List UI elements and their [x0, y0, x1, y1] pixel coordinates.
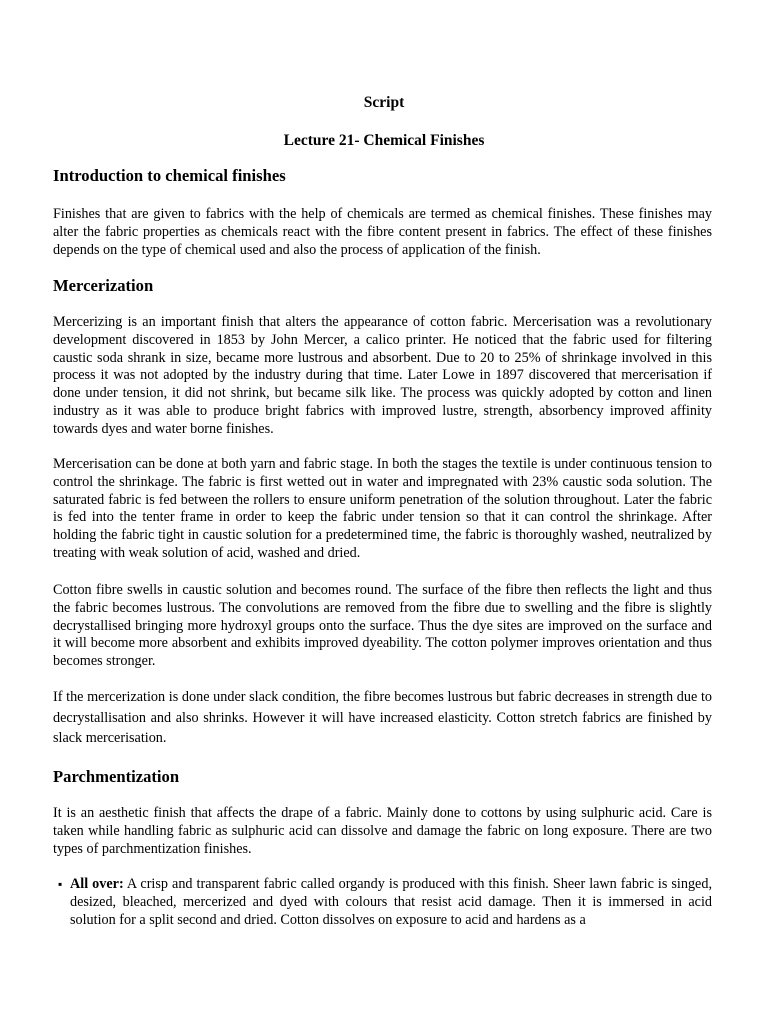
parchmentization-heading: Parchmentization [53, 767, 180, 786]
mercerization-heading: Mercerization [53, 276, 154, 295]
document-title: Script [363, 94, 405, 111]
mercerization-paragraph-3: Cotton fibre swells in caustic solution and becomes round. The surface of the fibre then reflects the light and thus the fabric becomes lustrous. The convolutions are removed from the fibre due to swelling and the fibre is slightly decrystallised bringing more hydroxyl groups onto the surface. Thus the dye sites are improved on the surface and it will become more absorbent and exhibits improved dyeability. The cotton polymer improves orientation and thus becomes stronger. [53, 582, 712, 670]
mercerization-paragraph-2: Mercerisation can be done at both yarn and fabric stage. In both the stages the textile is under continuous tension to control the shrinkage. The fabric is first wetted out in water and impregnated with 23% caustic soda solution. The saturated fabric is fed between the rollers to ensure uniform penetration of the solution throughout. Later the fabric is fed into the tenter frame in order to keep the fabric under tension so that it can control the shrinkage. After holding the fabric tight in caustic solution for a predetermined time, the fabric is thoroughly washed, neutralized by treating with weak solution of acid, washed and dried. [53, 456, 712, 561]
bullet-text: A crisp and transparent fabric called organdy is produced with this finish. Sheer lawn fabric is singed, desized, bleached, mercerized and dyed with colours that resist acid damage. Then it is immersed in acid solution for a split second and dried. Cotton dissolves on exposure to acid and hardens as a [70, 876, 712, 928]
lecture-title: Lecture 21- Chemical Finishes [283, 132, 485, 149]
intro-heading: Introduction to chemical finishes [53, 166, 286, 185]
parchmentization-paragraph: It is an aesthetic finish that affects the drape of a fabric. Mainly done to cottons by using sulphuric acid. Care is taken while handling fabric as sulphuric acid can dissolve and damage the fabric on long exposure. There are two types of parchmentization finishes. [53, 805, 712, 857]
square-bullet-icon: ▪ [58, 877, 63, 891]
parchmentization-types-list [53, 876, 712, 929]
intro-paragraph: Finishes that are given to fabrics with the help of chemicals are termed as chemical finishes. These finishes may alter the fabric properties as chemicals react with the fibre content present in fabrics. The effect of these finishes depends on the type of chemical used and also the process of application of the finish. [53, 206, 712, 258]
mercerization-paragraph-1: Mercerizing is an important finish that alters the appearance of cotton fabric. Mercerisation was a revolutionary development discovered in 1853 by John Mercer, a calico printer. He noticed that the fabric used for filtering caustic soda shrank in size, became more lustrous and absorbent. Due to 20 to 25% of shrinkage involved in this process it was not adopted by the industry during that time. Later Lowe in 1897 discovered that mercerisation if done under tension, it did not shrink, but became silk like. The process was quickly adopted by cotton and linen industry as it was able to produce bright fabrics with improved lustre, strength, absorbency improved affinity towards dyes and water borne finishes. [53, 314, 712, 437]
mercerization-paragraph-4: If the mercerization is done under slack condition, the fibre becomes lustrous but fabric decreases in strength due to decrystallisation and also shrinks. However it will have increased elasticity. Cotton stretch fabrics are finished by slack mercerisation. [53, 689, 712, 746]
bullet-label: All over: [70, 876, 124, 892]
list-item [53, 876, 712, 929]
